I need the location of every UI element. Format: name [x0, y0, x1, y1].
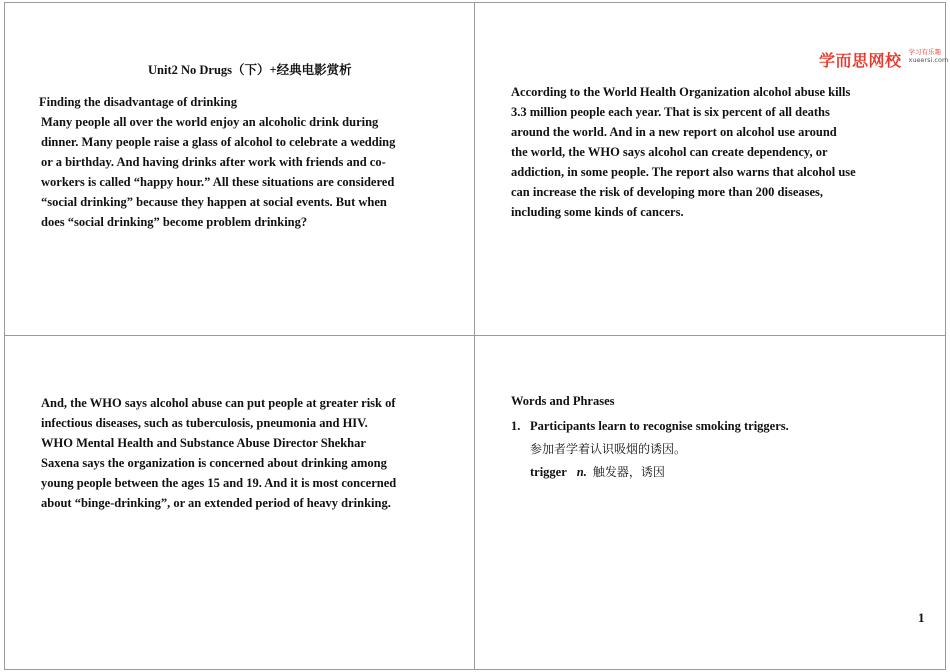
logo-tagline: 学习有乐趣 [908, 48, 942, 56]
page-number: 1 [918, 610, 925, 625]
paragraph-line: including some kinds of cancers. [511, 205, 684, 219]
slide-2 [474, 2, 949, 336]
paragraph-line: addiction, in some people. The report also warns that alcohol use [511, 165, 856, 179]
paragraph-line: or a birthday. And having drinks after work with friends and co- [41, 155, 386, 169]
section-subheading: Finding the disadvantage of drinking [39, 95, 237, 109]
paragraph-line: Many people all over the world enjoy an alcoholic drink during [41, 115, 379, 129]
paragraph-line: the world, the WHO says alcohol can create dependency, or [511, 145, 828, 159]
paragraph-line: around the world. And in a new report on alcohol use around [511, 125, 837, 139]
words-phrases-heading: Words and Phrases [511, 394, 615, 408]
vocab-word: trigger [530, 465, 567, 479]
slide-3 [4, 335, 475, 670]
item-text: Participants learn to recognise smoking triggers. [530, 419, 789, 433]
slide-4 [474, 335, 946, 670]
sentence-translation: 参加者学着认识吸烟的诱因。 [530, 442, 687, 456]
paragraph-line: WHO Mental Health and Substance Abuse Director Shekhar [41, 436, 366, 450]
paragraph-line: And, the WHO says alcohol abuse can put people at greater risk of [41, 396, 396, 410]
paragraph-line: dinner. Many people raise a glass of alcohol to celebrate a wedding [41, 135, 396, 149]
example-sentence [511, 416, 789, 436]
part-of-speech: n. [576, 465, 587, 479]
word-meaning: 触发器，诱因 [592, 465, 665, 479]
item-number: 1. [511, 419, 521, 433]
disease-risk-paragraph [41, 393, 396, 513]
who-report-paragraph [511, 82, 856, 222]
paragraph-line: about “binge-drinking”, or an extended period of heavy drinking. [41, 496, 391, 510]
logo-url: xueersi.com [908, 56, 949, 64]
logo-tagline-block [909, 48, 949, 64]
paragraph-line: Saxena says the organization is concerned about drinking among [41, 456, 387, 470]
paragraph-line: can increase the risk of developing more than 200 diseases, [511, 185, 824, 199]
brand-logo [819, 48, 948, 71]
paragraph-line: does “social drinking” become problem drinking? [41, 215, 308, 229]
logo-text: 学而思网校 [819, 51, 902, 70]
paragraph-line: 3.3 million people each year. That is six percent of all deaths [511, 105, 830, 119]
slide-1 [4, 2, 475, 336]
intro-paragraph [41, 112, 395, 232]
vocabulary-entry [530, 462, 665, 482]
paragraph-line: “social drinking” because they happen at social events. But when [41, 195, 387, 209]
paragraph-line: According to the World Health Organization alcohol abuse kills [511, 85, 851, 99]
paragraph-line: infectious diseases, such as tuberculosis, pneumonia and HIV. [41, 416, 368, 430]
paragraph-line: young people between the ages 15 and 19. And it is most concerned [41, 476, 397, 490]
paragraph-line: workers is called “happy hour.” All these situations are considered [41, 175, 395, 189]
slide-title: Unit2 No Drugs（下）+经典电影赏析 [148, 63, 352, 77]
